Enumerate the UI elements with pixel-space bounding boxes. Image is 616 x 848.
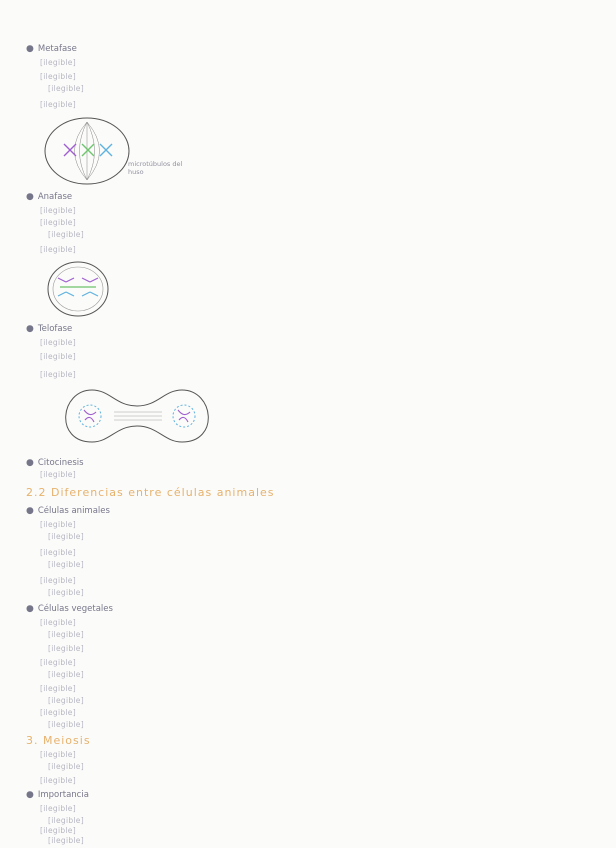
metafase-heading: [26, 44, 77, 55]
animales-line: [ilegible]: [48, 588, 84, 597]
bullet-icon: ●: [26, 506, 34, 516]
citocinesis-line: [ilegible]: [40, 470, 76, 479]
bullet-icon: ●: [26, 790, 34, 800]
celulas-animales-heading: [26, 506, 110, 517]
metafase-heading-text: Metafase: [37, 44, 77, 54]
vegetales-line: [ilegible]: [40, 618, 76, 627]
animales-line: [ilegible]: [48, 532, 84, 541]
anafase-heading: [26, 192, 72, 203]
metafase-line: [ilegible]: [40, 72, 76, 81]
anafase-cell-drawing: [46, 260, 110, 318]
importancia-line: [ilegible]: [48, 836, 84, 845]
telofase-line: [ilegible]: [40, 352, 76, 361]
bullet-icon: ●: [26, 604, 34, 614]
telofase-cell-drawing: [52, 386, 222, 446]
vegetales-line: [ilegible]: [48, 696, 84, 705]
telofase-heading: [26, 324, 72, 335]
vegetales-line: [ilegible]: [40, 658, 76, 667]
vegetales-line: [ilegible]: [48, 720, 84, 729]
citocinesis-heading-text: Citocinesis: [37, 458, 84, 468]
vegetales-line: [ilegible]: [48, 644, 84, 653]
anafase-heading-text: Anafase: [37, 192, 73, 202]
section-3-line: [ilegible]: [40, 776, 76, 785]
vegetales-line: [ilegible]: [48, 630, 84, 639]
importancia-line: [ilegible]: [40, 804, 76, 813]
section-3-line: [ilegible]: [48, 762, 84, 771]
celulas-vegetales-heading-text: Células vegetales: [37, 604, 113, 614]
importancia-line: [ilegible]: [48, 816, 84, 825]
bullet-icon: ●: [26, 44, 34, 54]
telofase-line: [ilegible]: [40, 338, 76, 347]
importancia-heading-text: Importancia: [37, 790, 89, 800]
animales-line: [ilegible]: [40, 520, 76, 529]
metafase-line: [ilegible]: [40, 58, 76, 67]
animales-line: [ilegible]: [40, 576, 76, 585]
animales-line: [ilegible]: [48, 560, 84, 569]
anafase-line: [ilegible]: [40, 206, 76, 215]
anafase-line: [ilegible]: [48, 230, 84, 239]
metafase-line: [ilegible]: [48, 84, 84, 93]
importancia-heading: [26, 790, 89, 801]
section-3-title: 3. Meiosis: [26, 734, 91, 747]
vegetales-line: [ilegible]: [40, 708, 76, 717]
section-3-line: [ilegible]: [40, 750, 76, 759]
celulas-animales-heading-text: Células animales: [37, 506, 110, 516]
vegetales-line: [ilegible]: [48, 670, 84, 679]
telofase-heading-text: Telofase: [37, 324, 73, 334]
vegetales-line: [ilegible]: [40, 684, 76, 693]
citocinesis-heading: [26, 458, 84, 469]
bullet-icon: ●: [26, 192, 34, 202]
anafase-line: [ilegible]: [40, 245, 76, 254]
importancia-line: [ilegible]: [40, 826, 76, 835]
metafase-line: [ilegible]: [40, 100, 76, 109]
bullet-icon: ●: [26, 324, 34, 334]
anafase-line: [ilegible]: [40, 218, 76, 227]
metafase-cell-drawing: [42, 114, 132, 188]
telofase-line: [ilegible]: [40, 370, 76, 379]
section-2-2-title: 2.2 Diferencias entre células animales: [26, 486, 275, 499]
animales-line: [ilegible]: [40, 548, 76, 557]
bullet-icon: ●: [26, 458, 34, 468]
microtubulos-label: microtúbulos del huso: [128, 160, 183, 176]
celulas-vegetales-heading: [26, 604, 113, 615]
